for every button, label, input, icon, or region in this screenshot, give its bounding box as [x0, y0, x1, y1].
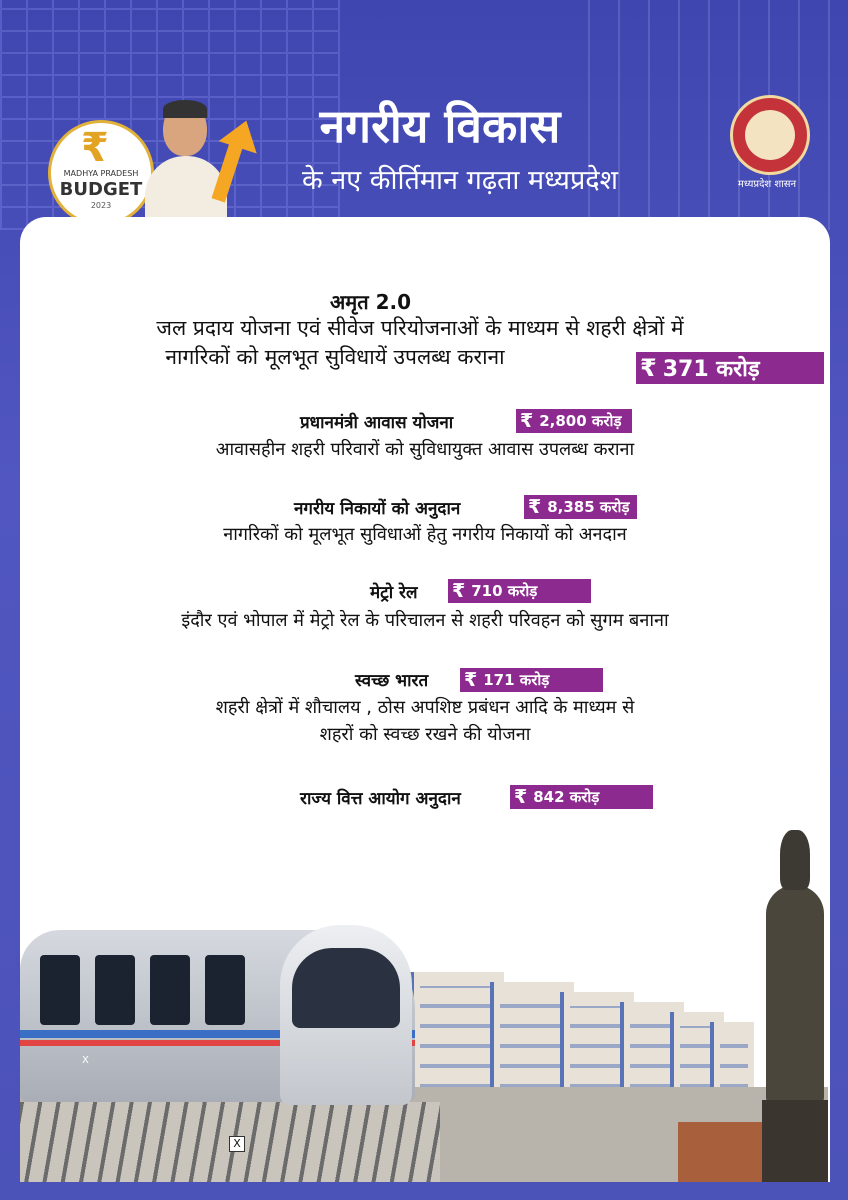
- item-title-grant: नगरीय निकायों को अनुदान: [294, 499, 461, 519]
- item-desc-swachh-line2: शहरों को स्वच्छ रखने की योजना: [319, 724, 531, 745]
- statue-image: [762, 830, 828, 1182]
- rupee-icon: ₹: [640, 354, 657, 382]
- rupee-icon: ₹: [452, 580, 466, 602]
- amrut-desc-line2: नागरिकों को मूलभूत सुविधायें उपलब्ध कराना: [165, 345, 505, 369]
- leader-portrait: [145, 100, 227, 218]
- item-amount-badge-swachh: ₹ 171 करोड़: [460, 668, 603, 692]
- item-title-pmay: प्रधानमंत्री आवास योजना: [300, 413, 454, 433]
- close-button[interactable]: X: [229, 1136, 245, 1152]
- amrut-amount: 371 करोड़: [662, 357, 760, 382]
- emblem-label: मध्यप्रदेश शासन: [737, 179, 797, 190]
- item-title-metro: मेट्रो रेल: [370, 583, 418, 603]
- item-amount-badge-grant: ₹ 8,385 करोड़: [524, 495, 637, 519]
- state-emblem-icon: [730, 95, 810, 175]
- page-title: नगरीय विकास: [319, 99, 561, 153]
- amrut-heading: अमृत 2.0: [330, 290, 412, 314]
- item-desc-grant: नागरिकों को मूलभूत सुविधाओं हेतु नगरीय निकायों को अनदान: [223, 524, 627, 545]
- city-scene-image: [20, 830, 828, 1182]
- rupee-icon: ₹: [81, 125, 109, 171]
- item-desc-swachh-line1: शहरी क्षेत्रों में शौचालय , ठोस अपशिष्ट प्रबंधन आदि के माध्यम से: [215, 697, 635, 718]
- item-title-finance: राज्य वित्त आयोग अनुदान: [300, 789, 461, 809]
- rupee-icon: ₹: [464, 669, 478, 691]
- rupee-icon: ₹: [528, 496, 542, 518]
- page-subtitle: के नए कीर्तिमान गढ़ता मध्यप्रदेश: [301, 165, 619, 196]
- logo-line3: 2023: [90, 201, 112, 210]
- item-amount-badge-pmay: ₹ 2,800 करोड़: [516, 409, 632, 433]
- amrut-amount-badge: [636, 352, 824, 384]
- amrut-desc-line1: जल प्रदाय योजना एवं सीवेज परियोजनाओं के माध्यम से शहरी क्षेत्रों में: [156, 316, 684, 340]
- rupee-icon: ₹: [514, 786, 528, 808]
- item-desc-metro: इंदौर एवं भोपाल में मेट्रो रेल के परिचालन से शहरी परिवहन को सुगम बनाना: [181, 610, 669, 631]
- budget-logo: [48, 120, 154, 226]
- item-title-swachh: स्वच्छ भारत: [355, 671, 429, 691]
- logo-line1: MADHYA PRADESH: [63, 169, 139, 178]
- close-mark-small: X: [82, 1055, 89, 1066]
- item-amount-badge-finance: ₹ 842 करोड़: [510, 785, 653, 809]
- rupee-icon: ₹: [520, 410, 534, 432]
- item-amount-badge-metro: ₹ 710 करोड़: [448, 579, 591, 603]
- item-desc-pmay: आवासहीन शहरी परिवारों को सुविधायुक्त आवास उपलब्ध कराना: [215, 439, 635, 460]
- logo-line2: BUDGET: [59, 179, 143, 200]
